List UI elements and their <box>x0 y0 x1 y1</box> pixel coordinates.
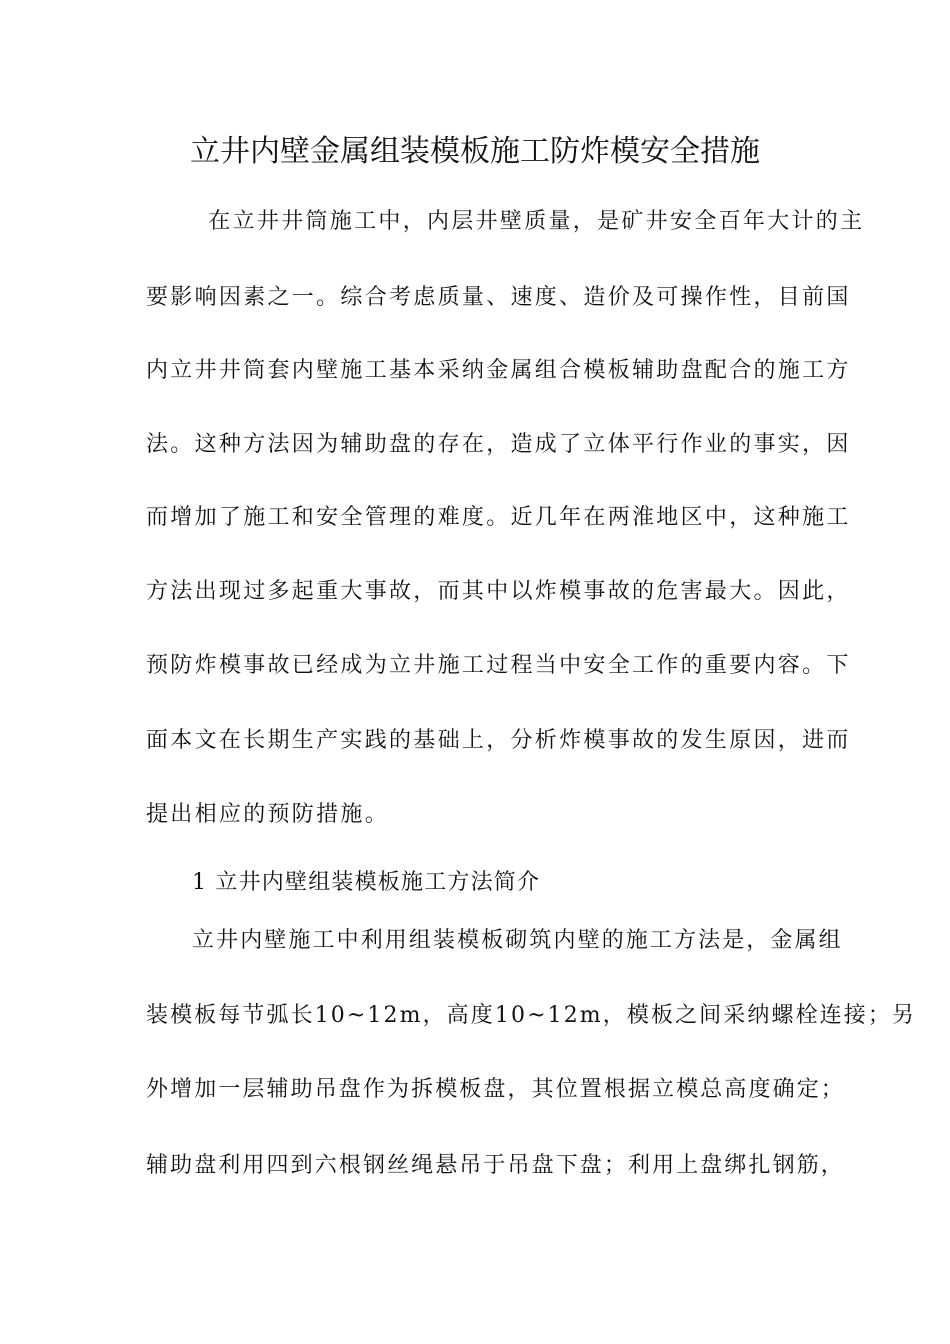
paragraph-line: 装模板每节弧长10~12m，高度10~12m，模板之间采纳螺栓连接；另 <box>146 1003 917 1028</box>
paragraph-line: 立井内壁施工中利用组装模板砌筑内壁的施工方法是，金属组 <box>192 928 843 953</box>
paragraph-line: 外增加一层辅助吊盘作为拆模板盘，其位置根据立模总高度确定； <box>146 1077 845 1102</box>
paragraph-line: 提出相应的预防措施。 <box>146 802 390 827</box>
paragraph-line: 方法出现过多起重大事故，而其中以炸模事故的危害最大。因此， <box>146 579 851 604</box>
section-heading: 1 立井内壁组装模板施工方法简介 <box>192 870 541 895</box>
paragraph-line: 在立井井筒施工中，内层井壁质量，是矿井安全百年大计的主 <box>184 209 865 234</box>
paragraph-line: 要影响因素之一。综合考虑质量、速度、造价及可操作性，目前国 <box>146 285 851 310</box>
paragraph-line: 辅助盘利用四到六根钢丝绳悬吊于吊盘下盘；利用上盘绑扎钢筋， <box>146 1153 845 1178</box>
document-title: 立井内壁金属组装模板施工防炸模安全措施 <box>190 134 760 169</box>
paragraph-line: 而增加了施工和安全管理的难度。近几年在两淮地区中，这种施工 <box>146 505 851 530</box>
paragraph-line: 面本文在长期生产实践的基础上，分析炸模事故的发生原因，进而 <box>146 728 851 753</box>
paragraph-line: 预防炸模事故已经成为立井施工过程当中安全工作的重要内容。下 <box>146 653 851 678</box>
paragraph-line: 内立井井筒套内壁施工基本采纳金属组合模板辅助盘配合的施工方 <box>146 358 851 383</box>
paragraph-line: 法。这种方法因为辅助盘的存在，造成了立体平行作业的事实，因 <box>146 432 851 457</box>
